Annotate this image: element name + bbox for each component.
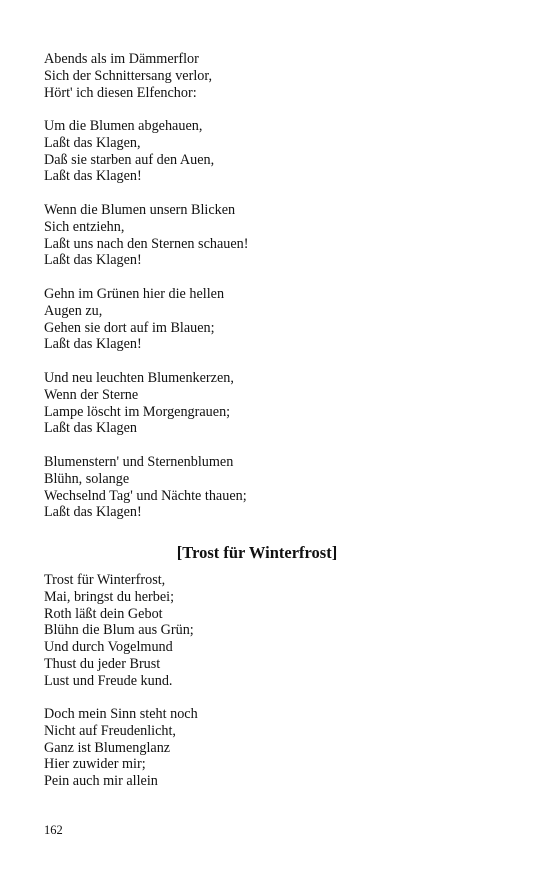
verse-line: Und durch Vogelmund (44, 639, 173, 656)
verse-line: Sich entziehn, (44, 218, 125, 235)
verse-line: Abends als im Dämmerflor (44, 51, 199, 67)
verse-line: Daß sie starben auf den Auen, (44, 151, 215, 168)
verse-line: Augen zu, (44, 302, 103, 319)
verse-line: Lust und Freude kund. (44, 672, 173, 689)
verse-line: Laßt das Klagen! (44, 252, 142, 269)
verse-line: Ganz ist Blumenglanz (44, 739, 171, 756)
stanza-5 (44, 370, 514, 437)
verse-line: Roth läßt dein Gebot (44, 605, 163, 622)
verse-line: Lampe löscht im Morgengrauen; (44, 403, 231, 420)
poem-title: [Trost für Winterfrost] (176, 543, 338, 562)
verse-line: Laßt das Klagen (44, 420, 137, 437)
verse-line: Sich der Schnittersang verlor, (44, 67, 213, 84)
verse-line: Hört' ich diesen Elfenchor: (44, 84, 197, 101)
verse-line: Wechselnd Tag' und Nächte thauen; (44, 487, 247, 504)
verse-line: Laßt das Klagen! (44, 504, 142, 521)
verse-line: Laßt das Klagen! (44, 168, 142, 185)
verse-line: Pein auch mir allein (44, 773, 158, 790)
verse-line: Mai, bringst du herbei; (44, 588, 175, 605)
verse-line: Laßt uns nach den Sternen schauen! (44, 235, 249, 252)
stanza-6 (44, 454, 514, 521)
stanza-8 (44, 706, 514, 790)
stanza-3 (44, 202, 514, 269)
verse-line: Wenn die Blumen unsern Blicken (44, 202, 236, 218)
verse-line: Gehen sie dort auf im Blauen; (44, 319, 215, 336)
verse-line: Doch mein Sinn steht noch (44, 706, 198, 722)
verse-line: Um die Blumen abgehauen, (44, 118, 203, 134)
stanza-4 (44, 286, 514, 353)
verse-line: Blühn die Blum aus Grün; (44, 622, 194, 639)
verse-line: Trost für Winterfrost, (44, 572, 166, 588)
verse-line: Laßt das Klagen, (44, 134, 141, 151)
verse-line: Hier zuwider mir; (44, 756, 146, 773)
verse-line: Blühn, solange (44, 470, 130, 487)
stanza-1 (44, 51, 514, 101)
page-number: 162 (44, 823, 63, 837)
verse-line: Gehn im Grünen hier die hellen (44, 286, 225, 302)
verse-line: Thust du jeder Brust (44, 655, 161, 672)
verse-line: Wenn der Sterne (44, 386, 139, 403)
verse-line: Laßt das Klagen! (44, 336, 142, 353)
verse-line: Blumenstern' und Sternenblumen (44, 454, 234, 470)
verse-line: Und neu leuchten Blumenkerzen, (44, 370, 234, 386)
verse-line: Nicht auf Freudenlicht, (44, 722, 176, 739)
stanza-7 (44, 572, 514, 690)
stanza-2 (44, 118, 514, 185)
